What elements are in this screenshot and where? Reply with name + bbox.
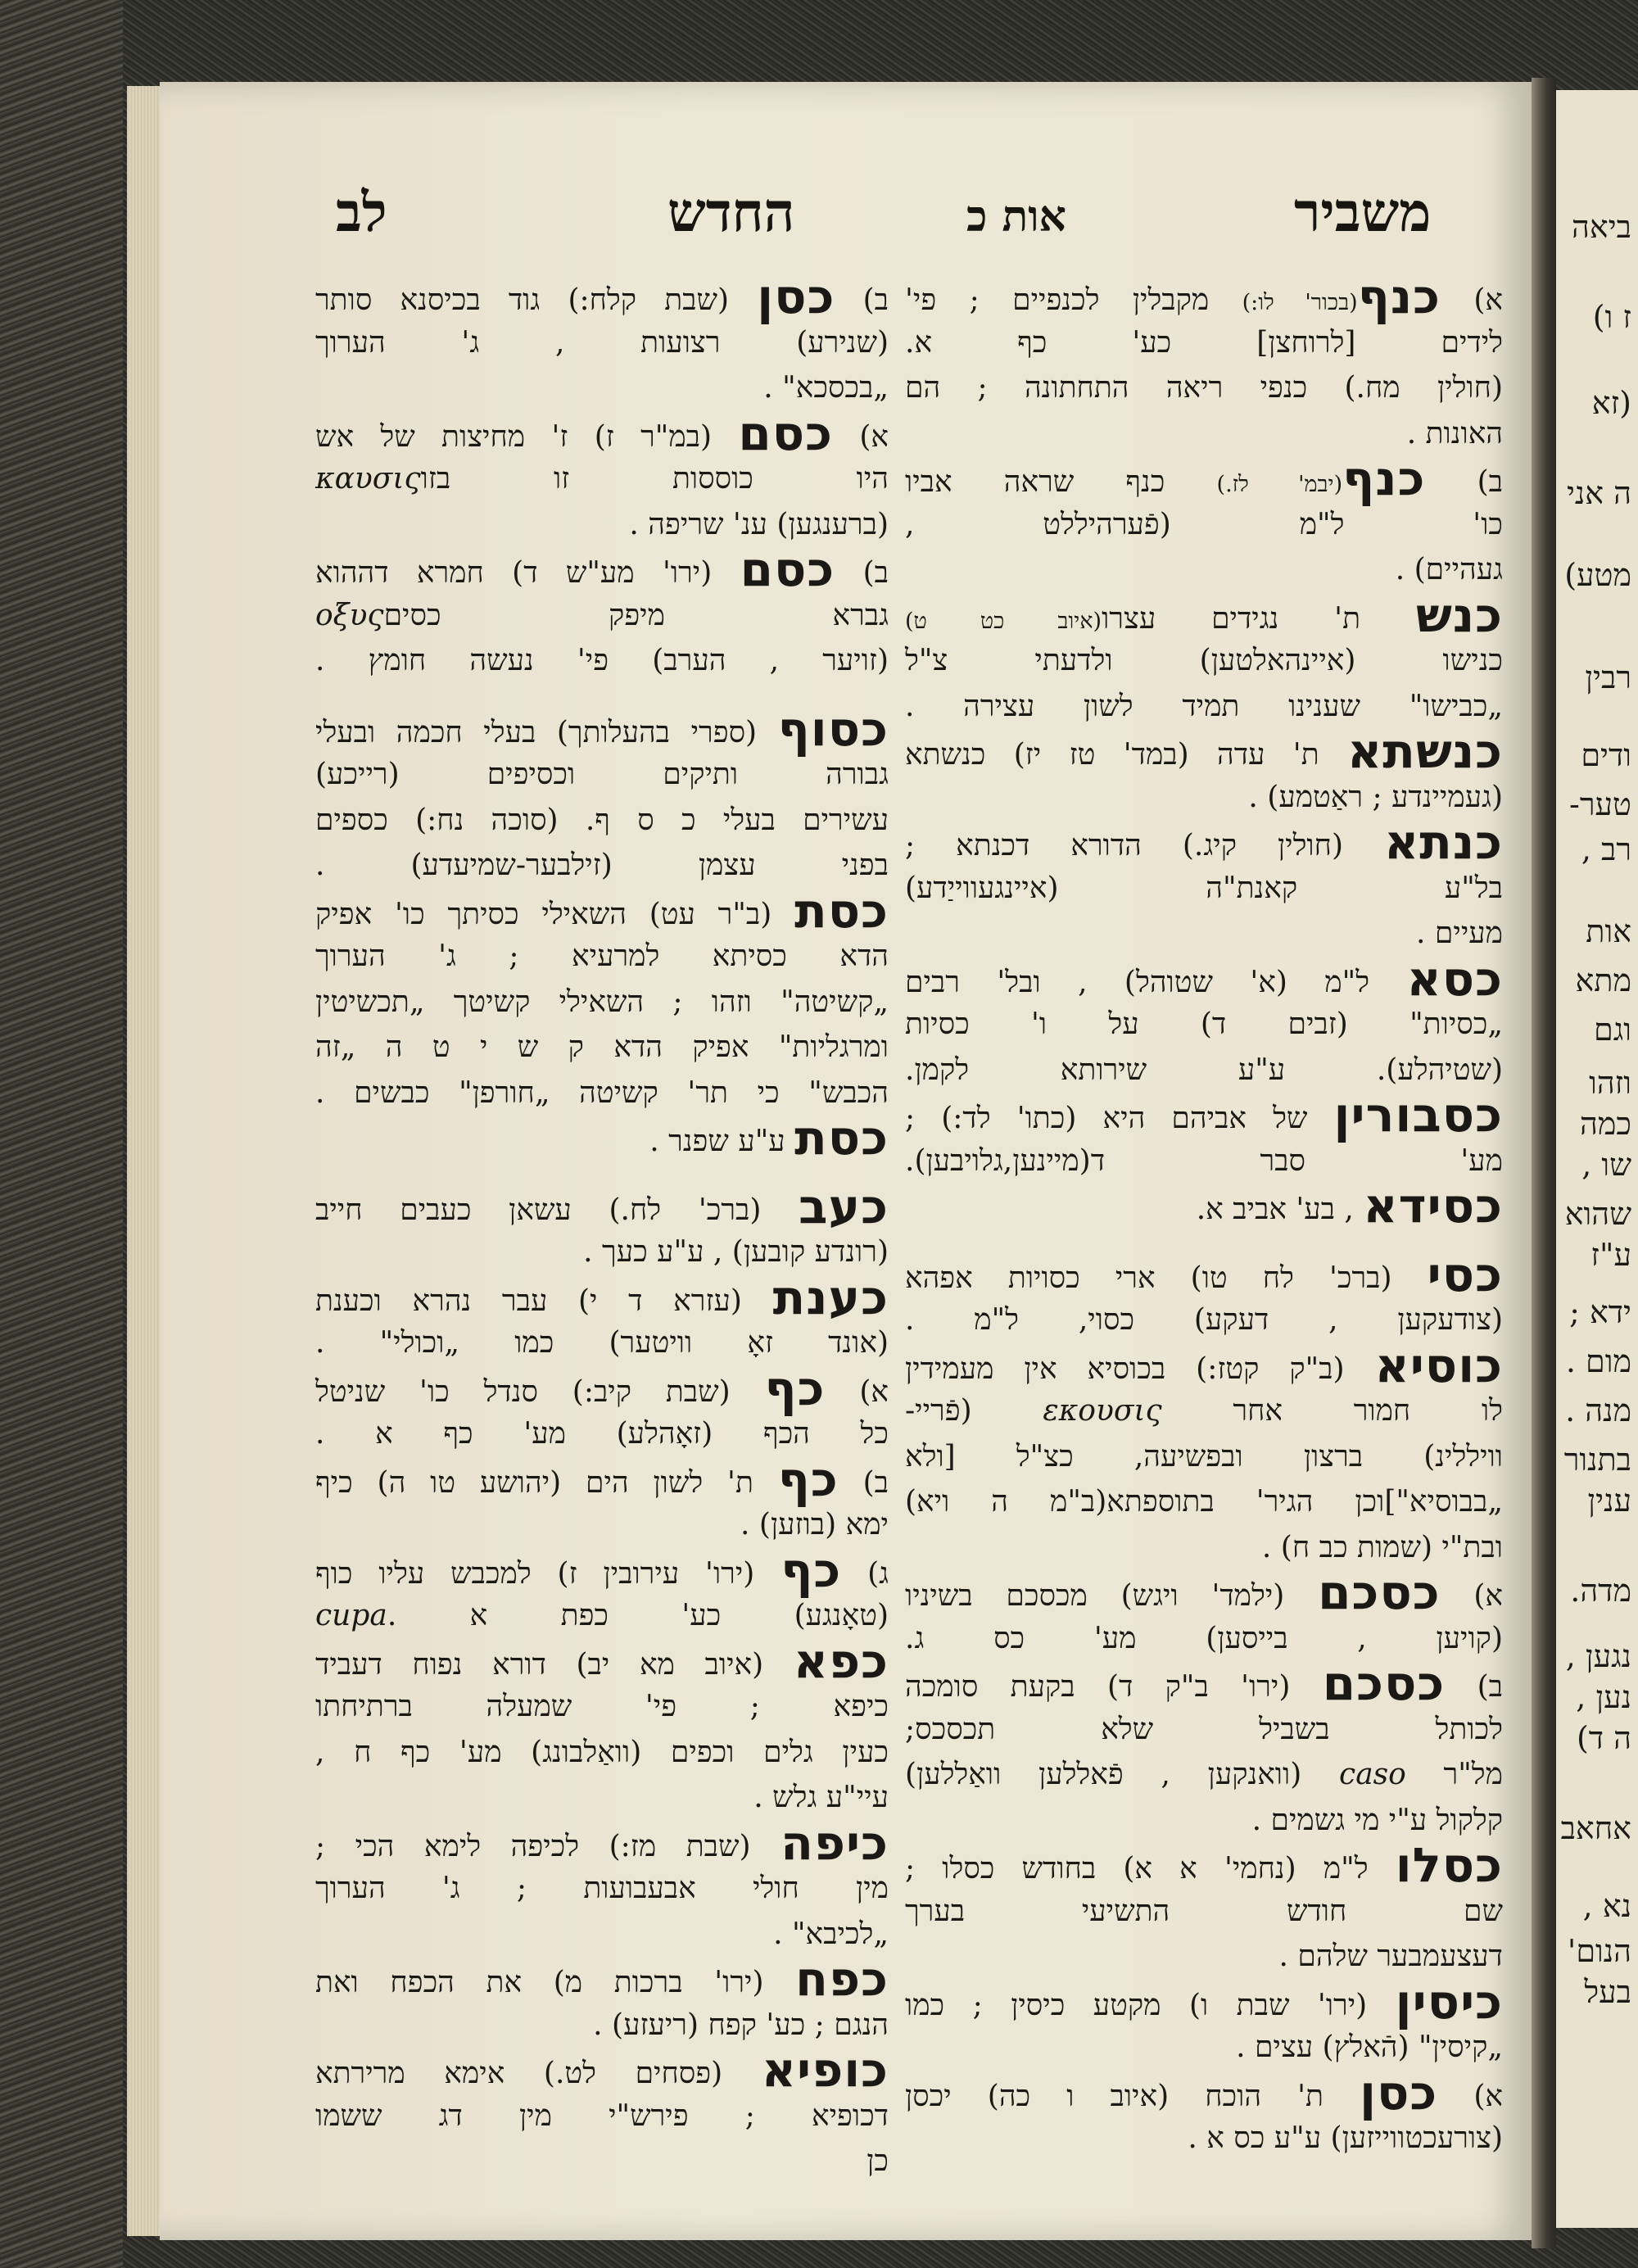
line-text: (אונד זאָ וויטער) כמו „וכולי" . xyxy=(315,1326,889,1360)
line-text: (איוב מא יב) דורא נפוח דעביד xyxy=(315,1647,794,1682)
line-text: לידים [לרוחצן] כע' כף א. xyxy=(905,325,1503,360)
line-text: (ירו' שבת ו) מקטע כיסין ; כמו xyxy=(905,1988,1396,2022)
entry-line xyxy=(315,1178,889,1234)
line-text: (שבת קלח:) גוד בכיסנא סותר xyxy=(315,283,758,317)
line-text: (ירו' ב"ק ד) בקעת סומכה xyxy=(905,1670,1323,1704)
entry-line xyxy=(315,1451,889,1507)
section-label: אות כ xyxy=(966,192,1066,242)
text-line xyxy=(315,798,889,844)
line-text: (קויען , בייסען) מע' כס ג. xyxy=(905,1621,1503,1655)
page-edges xyxy=(127,86,160,2236)
line-text: מעיים . xyxy=(1416,917,1503,950)
entry-line xyxy=(315,2042,889,2098)
entry-sense-number: א) xyxy=(825,1374,889,1409)
line-text: (ילמד' ויגש) מכסכם בשיניו xyxy=(905,1579,1319,1613)
line-text: ת' נגידים עצרו xyxy=(1102,601,1416,636)
line-text: כנישו (איינהאלטען) ולדעתי צ"ל xyxy=(905,644,1503,677)
entry-line xyxy=(315,1110,889,1166)
headword: כפא xyxy=(793,1632,889,1689)
next-page-text-fragment: ידא ; xyxy=(1569,1294,1631,1330)
headword: כוסיא xyxy=(1374,1337,1503,1393)
headword: כף xyxy=(781,1541,842,1598)
entry-sense-number: ב) xyxy=(1425,465,1503,499)
line-text: (ברענגען) ענ' שריפה . xyxy=(629,507,889,541)
entry-sense-number: ב) xyxy=(835,556,889,590)
line-text: וויללינ) ברצון ובפשיעה, כצ"ל [ולא xyxy=(905,1439,1503,1474)
next-page-text-fragment: מטע) xyxy=(1564,557,1631,593)
entry-line xyxy=(905,1564,1503,1620)
next-page-text-fragment: (זא xyxy=(1591,385,1631,421)
text-line xyxy=(315,1025,889,1071)
header-title-part: משביר xyxy=(1294,180,1432,244)
line-text: לו חמור אחר xyxy=(1161,1394,1503,1428)
next-page-text-fragment: מתא xyxy=(1575,962,1631,998)
next-page-text-fragment: ה אני xyxy=(1566,475,1631,511)
line-text: ת' הוכח (איוב ו כה) יכסן xyxy=(905,2079,1360,2113)
line-text: שם חודש התשיעי בערך xyxy=(905,1894,1503,1928)
entry-line xyxy=(905,1837,1503,1893)
headword: כנשתא xyxy=(1347,723,1503,779)
next-page-text-fragment: נען , xyxy=(1576,1679,1631,1715)
foreign-word: καυσις xyxy=(315,462,421,496)
entry-line xyxy=(315,700,889,757)
entry-sense-number: ג) xyxy=(841,1556,889,1591)
text-line xyxy=(315,934,889,980)
next-page-text-fragment: כמה xyxy=(1580,1106,1631,1142)
text-line xyxy=(905,911,1503,957)
headword: כנף xyxy=(1342,450,1426,506)
line-text: (ירו' ברכות מ) את הכפח ואת xyxy=(315,1966,796,1999)
entry-line xyxy=(905,586,1503,643)
line-text: מע' סבר ד(מיינען,גלויבען). xyxy=(905,1143,1503,1178)
line-text: געהיים) . xyxy=(1395,553,1503,586)
line-text: (במ"ר ז) ז' מחיצות של אש xyxy=(315,419,739,454)
line-text: (וואנקען , פֿאללען וואַללען) xyxy=(905,1758,1340,1791)
entry-line xyxy=(905,1655,1503,1711)
text-line xyxy=(315,2139,889,2184)
line-text: (שטיהלע). ע"ע שירותא לקמן. xyxy=(905,1053,1503,1087)
text-line xyxy=(905,2116,1503,2162)
next-page-text-fragment: אות xyxy=(1586,913,1631,949)
headword: כסידא xyxy=(1363,1178,1503,1234)
line-text: (ברכ' לח טו) ארי כסויות אפהא xyxy=(905,1261,1428,1295)
entry-line xyxy=(315,1632,889,1689)
text-line xyxy=(905,365,1503,411)
entry-line xyxy=(315,1951,889,2007)
text-line xyxy=(905,1002,1503,1048)
line-text: ל"מ (נחמי' א א) בחודש כסלו ; xyxy=(905,1852,1396,1885)
headword: כסבורין xyxy=(1333,1087,1503,1143)
line-text: ובת"י (שמות כב ח) . xyxy=(1261,1530,1503,1564)
entry-line xyxy=(315,405,889,461)
next-page-text-fragment: הנום' xyxy=(1567,1933,1631,1969)
line-text: (ירו' מע"ש ד) חמרא דההוא xyxy=(315,556,740,590)
line-text: ת' לשון הים (יהושע טו ה) כיף xyxy=(315,1465,778,1500)
line-text: הנגם ; כע' קפח (ריעזע) . xyxy=(593,2008,889,2042)
next-page-text-fragment: מדה. xyxy=(1570,1573,1631,1609)
foreign-word: οξυς xyxy=(315,598,384,632)
next-page-text-fragment: ה ד) xyxy=(1576,1720,1631,1756)
line-text: , בע' אביב א. xyxy=(1196,1193,1364,1226)
line-text: דכופיא ; פירש"י מין דג ששמו xyxy=(315,2098,889,2133)
entry-line xyxy=(315,541,889,597)
text-line xyxy=(315,638,889,684)
text-line xyxy=(315,1071,889,1116)
entry-line xyxy=(315,1269,889,1325)
line-text: (חולין קיג.) הדורא דכנתא ; xyxy=(905,829,1385,862)
headword: כיסין xyxy=(1395,1973,1503,2030)
next-page-text-fragment: ודים xyxy=(1581,737,1631,773)
text-line xyxy=(905,775,1503,821)
line-text: של אביהם היא (כתו' לד:) ; xyxy=(905,1102,1334,1135)
text-line xyxy=(315,456,889,502)
headword: כף xyxy=(764,1360,826,1416)
text-line xyxy=(905,1297,1503,1343)
entry-line xyxy=(905,2064,1503,2121)
line-text: (געמיינדע ; ראַטמע) . xyxy=(1248,780,1503,814)
line-text: הדא כסיתא למרעיא ; ג' הערוך xyxy=(315,939,889,973)
next-page-text-fragment: וגם xyxy=(1594,1012,1631,1048)
line-text: (ספרי בהעלותך) בעלי חכמה ובעלי xyxy=(315,715,778,749)
line-text: לכותל בשביל שלא תכסכס; xyxy=(905,1712,1503,1746)
line-text: (ברכ' לח.) עשאן כעבים חייב xyxy=(315,1193,799,1227)
text-line xyxy=(905,1525,1503,1571)
foreign-word: cupa xyxy=(315,1599,387,1632)
headword: כסלו xyxy=(1395,1837,1503,1893)
entry-line xyxy=(905,1973,1503,2030)
line-text: „קיסין" (הֿאלץ) עצים . xyxy=(1236,2030,1503,2064)
line-text: (פסחים לט.) אימא מרירתא xyxy=(315,2057,762,2090)
headword: כסי xyxy=(1427,1246,1503,1302)
line-text: היו כוססות זו בזו xyxy=(420,462,889,496)
page-number: לב xyxy=(336,180,387,244)
line-text: כל הכף (זאָהלע) מע' כף א . xyxy=(315,1417,889,1451)
headword: כיפה xyxy=(781,1814,889,1871)
text-line xyxy=(315,843,889,889)
text-line xyxy=(315,1730,889,1776)
headword: כסם xyxy=(740,541,835,597)
line-text: (צודעקען , דעקע) כסוי, ל"מ . xyxy=(905,1303,1503,1337)
line-text: גבורה ותיקים וכסיפים (רייכע) xyxy=(315,758,889,791)
next-page-text-fragment: וזהו xyxy=(1589,1065,1631,1101)
line-text: (חולין מח.) כנפי ריאה התחתונה ; הם xyxy=(905,371,1503,405)
text-line xyxy=(905,411,1503,457)
entry-line xyxy=(905,723,1503,779)
entry-sense-number: א) xyxy=(833,419,889,454)
next-page-text-fragment: מום . xyxy=(1565,1343,1631,1379)
next-page-text-fragment: רב , xyxy=(1581,831,1631,867)
line-text: „בכסכא" . xyxy=(763,371,889,405)
entry-line xyxy=(905,950,1503,1007)
headword: כסן xyxy=(1360,2064,1438,2121)
next-page-text-fragment: ז ו) xyxy=(1592,299,1631,335)
line-text: כו' ל"מ (פֿערהיללט , xyxy=(905,507,1503,541)
entry-sense-number: א) xyxy=(1437,2079,1503,2113)
text-line xyxy=(905,320,1503,366)
line-text: ל"מ (א' שטוהל) , ובל' רבים xyxy=(905,965,1407,999)
book-gutter xyxy=(1532,78,1556,2248)
headword: כסם xyxy=(738,405,834,461)
line-text: (שבת קיב:) סנדל כו' שניטל xyxy=(315,1374,765,1409)
entry-sense-number: א) xyxy=(1440,1579,1503,1613)
entry-sense-number: ב) xyxy=(835,283,889,317)
headword: כנף xyxy=(1357,269,1441,324)
line-text: (זויער , הערב) פי' נעשה חומץ . xyxy=(315,644,889,677)
line-text: בל"ע קאנת"ה (איינגעווייַדע) xyxy=(905,871,1503,905)
text-line xyxy=(905,638,1503,684)
text-line xyxy=(905,2025,1503,2071)
line-text: גברא מיפק כסים xyxy=(383,598,889,632)
entry-sense-number: ב) xyxy=(838,1465,889,1500)
line-text: קלקול ע"י מי גשמים . xyxy=(1251,1803,1503,1837)
line-text: דעצעמבער שלהם . xyxy=(1278,1940,1503,1973)
line-text: (צורעכטווייזען) ע"ע כס א . xyxy=(1188,2121,1503,2155)
line-text: (ב"ר עט) השאילי כסיתך כו' אפיק xyxy=(315,897,795,931)
text-line xyxy=(315,752,889,798)
line-text: כעין גלים וכפים (וואַלבונג) מע' כף ח , xyxy=(315,1735,889,1769)
headword: כסוף xyxy=(777,700,889,757)
text-line xyxy=(315,1775,889,1821)
headword: כסן xyxy=(757,269,835,324)
line-text: ע"ע שפנר . xyxy=(649,1125,795,1158)
text-line xyxy=(905,1752,1503,1798)
headword: כסת xyxy=(794,1110,889,1166)
line-text: „בבוסיא"]וכן הגיר' בתוספתא(ב"מ ה ויא) xyxy=(905,1485,1503,1519)
entry-line xyxy=(905,1246,1503,1302)
foreign-word: caso xyxy=(1339,1758,1406,1791)
text-line xyxy=(905,1434,1503,1480)
headword: כף xyxy=(777,1451,839,1507)
line-text: (שבת מז:) לכיפה לימא הכי ; xyxy=(315,1829,781,1863)
source-reference: (בכור' לו:) xyxy=(1242,290,1358,315)
text-line xyxy=(905,1479,1503,1525)
text-line xyxy=(315,1684,889,1730)
text-line xyxy=(315,1593,889,1639)
line-text: (טאָנגע) כע' כפת א . xyxy=(387,1599,889,1632)
right-column xyxy=(905,269,1504,2162)
text-line xyxy=(905,1616,1503,1662)
next-page-text-fragment: ע"ז xyxy=(1590,1237,1631,1273)
entry-line xyxy=(905,1178,1503,1234)
line-text: (עזרא ד י) עבר נהרא וכענת xyxy=(315,1283,773,1318)
next-page-text-fragment: נא , xyxy=(1582,1888,1631,1924)
line-text: הכבש" כי תר' קשיטה „חורפן" כבשים . xyxy=(315,1075,889,1110)
entry-line xyxy=(905,1087,1503,1143)
line-text: כנף שראה אביו xyxy=(905,465,1217,499)
line-text: מין חולי אבעבועות ; ג' הערוך xyxy=(315,1872,889,1905)
header-title-part: החדש xyxy=(667,180,795,244)
line-text: „לכיבא" . xyxy=(773,1917,889,1951)
headword: כנתא xyxy=(1384,814,1503,870)
entry-line xyxy=(315,882,889,939)
line-text: „כסיות" (זבים ד) על ו' כסיות xyxy=(905,1007,1503,1041)
text-line xyxy=(905,866,1503,912)
line-text: האונות . xyxy=(1406,416,1503,450)
entry-line xyxy=(315,269,889,324)
line-text: „קשיטה" וזהו ; השאילי קשיטך „תכשיטין xyxy=(315,985,889,1019)
line-text: (רונדע קובען) , ע"ע כעך . xyxy=(583,1235,889,1269)
text-line xyxy=(315,502,889,548)
line-text: (פֿריי- xyxy=(905,1394,1043,1428)
text-line xyxy=(905,1798,1503,1844)
headword: כופיא xyxy=(761,2042,889,2098)
headword: כסכם xyxy=(1318,1564,1441,1620)
entry-line xyxy=(905,814,1503,870)
headword: כסת xyxy=(794,882,889,939)
headword: כסא xyxy=(1406,950,1503,1007)
headword: כסכם xyxy=(1322,1655,1446,1711)
text-line xyxy=(905,1139,1503,1184)
text-line xyxy=(905,1048,1503,1093)
text-line xyxy=(905,684,1503,730)
line-text: מקבלין לכנפיים ; פי' xyxy=(905,283,1242,317)
next-page-text-fragment: שהוא xyxy=(1564,1196,1631,1232)
next-page-text-fragment: בעל xyxy=(1584,1974,1631,2010)
text-line xyxy=(315,365,889,411)
text-line xyxy=(905,1934,1503,1980)
next-page-fragment xyxy=(1556,90,1638,2228)
line-text: כן xyxy=(867,2144,889,2178)
text-line xyxy=(315,593,889,639)
line-text: עשירים בעלי כ ס ף. (סוכה נח:) כספים xyxy=(315,803,889,837)
text-line xyxy=(315,2003,889,2048)
entry-line xyxy=(315,1814,889,1871)
text-line xyxy=(315,980,889,1025)
entry-line xyxy=(315,1541,889,1598)
line-text: ת' עדה (במד' טז יז) כנשתא xyxy=(905,738,1348,772)
text-line xyxy=(315,1912,889,1958)
line-text: (ב"ק קטז:) בכוסיא אין מעמידין xyxy=(905,1351,1375,1386)
text-line xyxy=(315,1866,889,1912)
line-text: בפני עצמן (זילבער-שמיעדע) . xyxy=(315,849,889,882)
text-line xyxy=(315,1411,889,1457)
entry-line xyxy=(905,269,1504,324)
text-line xyxy=(905,1388,1503,1434)
next-page-text-fragment: בתנור xyxy=(1563,1442,1631,1478)
next-page-text-fragment: אחאב xyxy=(1560,1810,1631,1846)
headword: כנש xyxy=(1415,586,1503,643)
line-text: ומרגליות" אפיק הדא ק ש י ט ה „זה xyxy=(315,1030,889,1064)
text-line xyxy=(905,1707,1503,1753)
next-page-text-fragment: רבין xyxy=(1585,659,1631,695)
entry-sense-number: ב) xyxy=(1445,1670,1503,1704)
line-text: ימא (בוזען) . xyxy=(740,1508,889,1541)
text-line xyxy=(905,547,1503,593)
text-line xyxy=(315,1502,889,1548)
foreign-word: εκουσις xyxy=(1043,1394,1162,1428)
entry-line xyxy=(905,450,1503,506)
source-reference: (יבמ' לז.) xyxy=(1216,472,1343,497)
cover-spine-edge xyxy=(0,0,123,2268)
source-reference: (איוב כט ט) xyxy=(905,608,1102,634)
line-text: (ירו' עירובין ז) למכבש עליו כוף xyxy=(315,1556,781,1591)
next-page-text-fragment: נגען , xyxy=(1565,1638,1631,1674)
text-line xyxy=(905,502,1503,548)
text-line xyxy=(315,320,889,366)
headword: כפח xyxy=(795,1951,889,2007)
headword: כענת xyxy=(772,1269,889,1325)
text-line xyxy=(315,1229,889,1275)
entry-line xyxy=(905,1337,1503,1393)
line-text: „כבישו" שענינו תמיד לשון עצירה . xyxy=(905,689,1503,723)
headword: כעב xyxy=(799,1178,889,1234)
entry-sense-number: א) xyxy=(1440,283,1504,317)
text-line xyxy=(905,1889,1503,1935)
next-page-text-fragment: ענין xyxy=(1587,1483,1631,1519)
line-text: עיי"ע גלש . xyxy=(753,1781,889,1814)
next-page-text-fragment: ביאה xyxy=(1572,209,1631,245)
entry-line xyxy=(315,1360,889,1416)
line-text: כיפא ; פי' שמעלה ברתיחתו xyxy=(315,1690,889,1723)
left-column xyxy=(315,269,889,2184)
running-header xyxy=(160,180,1532,270)
next-page-text-fragment: שו , xyxy=(1581,1147,1631,1183)
text-line xyxy=(315,2094,889,2139)
line-text: (שנירע) רצועות , ג' הערוך xyxy=(315,325,889,360)
next-page-text-fragment: טער- xyxy=(1569,786,1631,822)
line-text: מל"ר xyxy=(1405,1758,1503,1791)
next-page-text-fragment: מנה . xyxy=(1565,1392,1631,1428)
text-line xyxy=(315,1320,889,1366)
